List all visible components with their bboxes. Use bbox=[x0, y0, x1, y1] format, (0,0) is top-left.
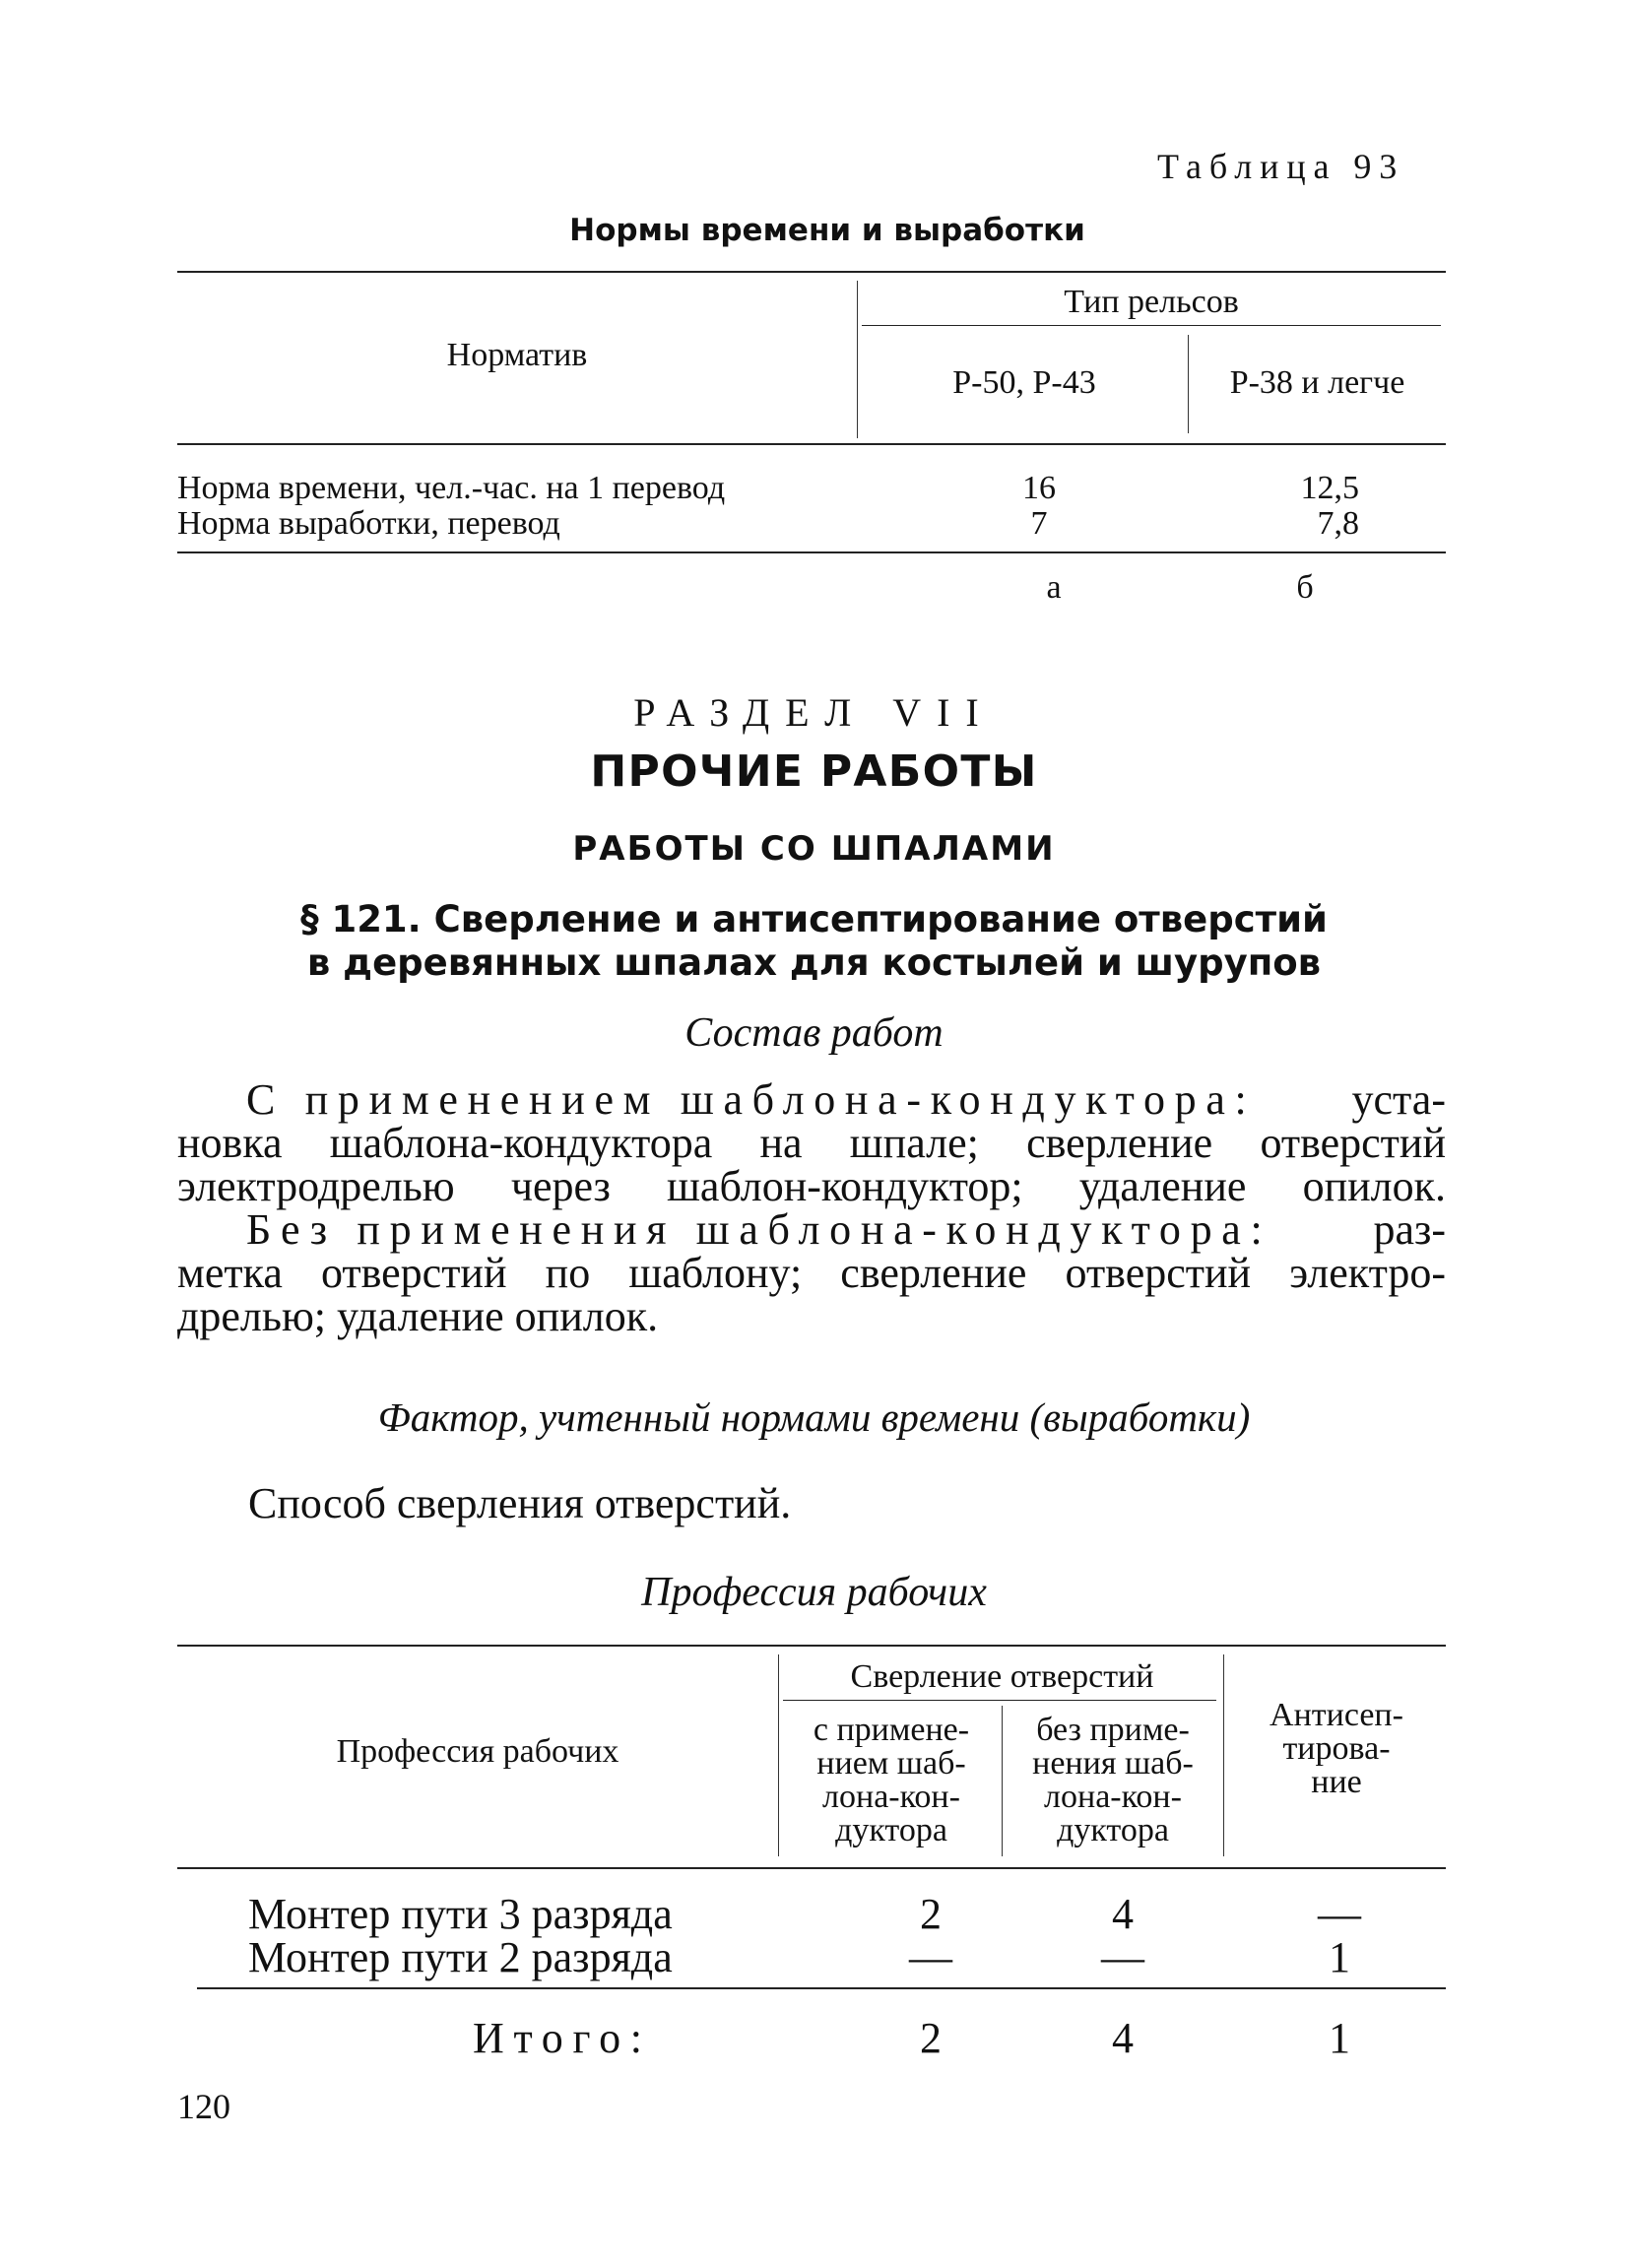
factor-text: Способ сверления отверстий. bbox=[248, 1479, 792, 1527]
header-col-b: Р-38 и легче bbox=[1229, 364, 1405, 401]
header-profession: Профессия рабочих bbox=[336, 1733, 619, 1770]
table-top-rule bbox=[177, 1645, 1446, 1647]
drilling-rule bbox=[783, 1700, 1216, 1701]
section-title: ПРОЧИЕ РАБОТЫ bbox=[590, 746, 1038, 797]
section-subtitle: РАБОТЫ СО ШПАЛАМИ bbox=[572, 829, 1056, 869]
work-composition-p2 bbox=[177, 1205, 1446, 1340]
text-fragment: раз- bbox=[1373, 1205, 1446, 1254]
total-cell: 2 bbox=[920, 2014, 942, 2062]
paragraph-title-line1: § 121. Сверление и антисептирование отверстий bbox=[300, 898, 1328, 940]
table-cell: 1 bbox=[1329, 1933, 1350, 1981]
rail-type-rule bbox=[862, 325, 1441, 326]
table-cell: 16 bbox=[1022, 470, 1056, 506]
header-drilling: Сверление отверстий bbox=[850, 1658, 1154, 1695]
table-bottom-rule bbox=[197, 1987, 1446, 1989]
table-vertical-rule bbox=[778, 1654, 779, 1856]
total-label: Итого: bbox=[473, 2014, 652, 2062]
page-number: 120 bbox=[177, 2087, 230, 2126]
table-number-label: Таблица 93 bbox=[1157, 147, 1405, 186]
table-cell: — bbox=[1318, 1890, 1361, 1938]
table-row: Монтер пути 3 разряда bbox=[248, 1890, 673, 1938]
table-cell: — bbox=[909, 1933, 952, 1981]
header-with-template: с примене- нием шаб- лона-кон- дуктора bbox=[813, 1712, 970, 1848]
column-letter-b: б bbox=[1296, 569, 1314, 606]
table-top-rule bbox=[177, 271, 1446, 273]
section-label: РАЗДЕЛ VII bbox=[633, 690, 995, 735]
total-cell: 4 bbox=[1112, 2014, 1134, 2062]
table-cell: 2 bbox=[920, 1890, 942, 1938]
emphasis-lead: С применением шаблона-кондуктора: bbox=[246, 1075, 1257, 1124]
factor-heading: Фактор, учтенный нормами времени (выработки) bbox=[377, 1394, 1251, 1440]
text-line: дрелью; удаление опилок. bbox=[177, 1292, 659, 1340]
table-header-rule bbox=[177, 443, 1446, 445]
table-bottom-rule bbox=[177, 551, 1446, 553]
table-cell: 12,5 bbox=[1300, 470, 1359, 506]
work-composition-heading: Состав работ bbox=[684, 1010, 944, 1056]
header-col-a: Р-50, Р-43 bbox=[952, 364, 1096, 401]
header-rail-type: Тип рельсов bbox=[1064, 284, 1239, 320]
table-row: Норма времени, чел.-час. на 1 перевод bbox=[177, 470, 726, 506]
table-cell: 4 bbox=[1112, 1890, 1134, 1938]
emphasis-lead: Без применения шаблона-кондуктора: bbox=[246, 1205, 1272, 1254]
table-row: Монтер пути 2 разряда bbox=[248, 1933, 673, 1981]
professions-heading: Профессия рабочих bbox=[641, 1570, 987, 1615]
table-header-rule bbox=[177, 1867, 1446, 1869]
table-cell: 7 bbox=[1030, 505, 1048, 542]
table-vertical-rule bbox=[1002, 1706, 1003, 1856]
work-composition-p1 bbox=[177, 1075, 1446, 1210]
column-letter-a: а bbox=[1046, 569, 1062, 606]
header-without-template: без приме- нения шаб- лона-кон- дуктора bbox=[1032, 1712, 1194, 1848]
table-vertical-rule bbox=[1188, 335, 1189, 433]
total-cell: 1 bbox=[1329, 2014, 1350, 2062]
header-normative: Норматив bbox=[446, 337, 588, 373]
table-title: Нормы времени и выработки bbox=[569, 213, 1085, 248]
table-vertical-rule bbox=[857, 281, 858, 438]
text-line: новка шаблона-кондуктора на шпале; сверление отверстий bbox=[177, 1119, 1446, 1167]
header-antiseptic: Антисеп- тирова- ние bbox=[1270, 1697, 1403, 1800]
table-vertical-rule bbox=[1223, 1654, 1224, 1856]
text-line: метка отверстий по шаблону; сверление отверстий электро- bbox=[177, 1249, 1446, 1297]
table-cell: — bbox=[1101, 1933, 1144, 1981]
table-row: Норма выработки, перевод bbox=[177, 505, 560, 542]
text-line: электродрелью через шаблон-кондуктор; удаление опилок. bbox=[177, 1162, 1446, 1210]
paragraph-title-line2: в деревянных шпалах для костылей и шурупов bbox=[306, 941, 1322, 984]
text-fragment: уста- bbox=[1351, 1075, 1446, 1124]
table-cell: 7,8 bbox=[1317, 505, 1359, 542]
